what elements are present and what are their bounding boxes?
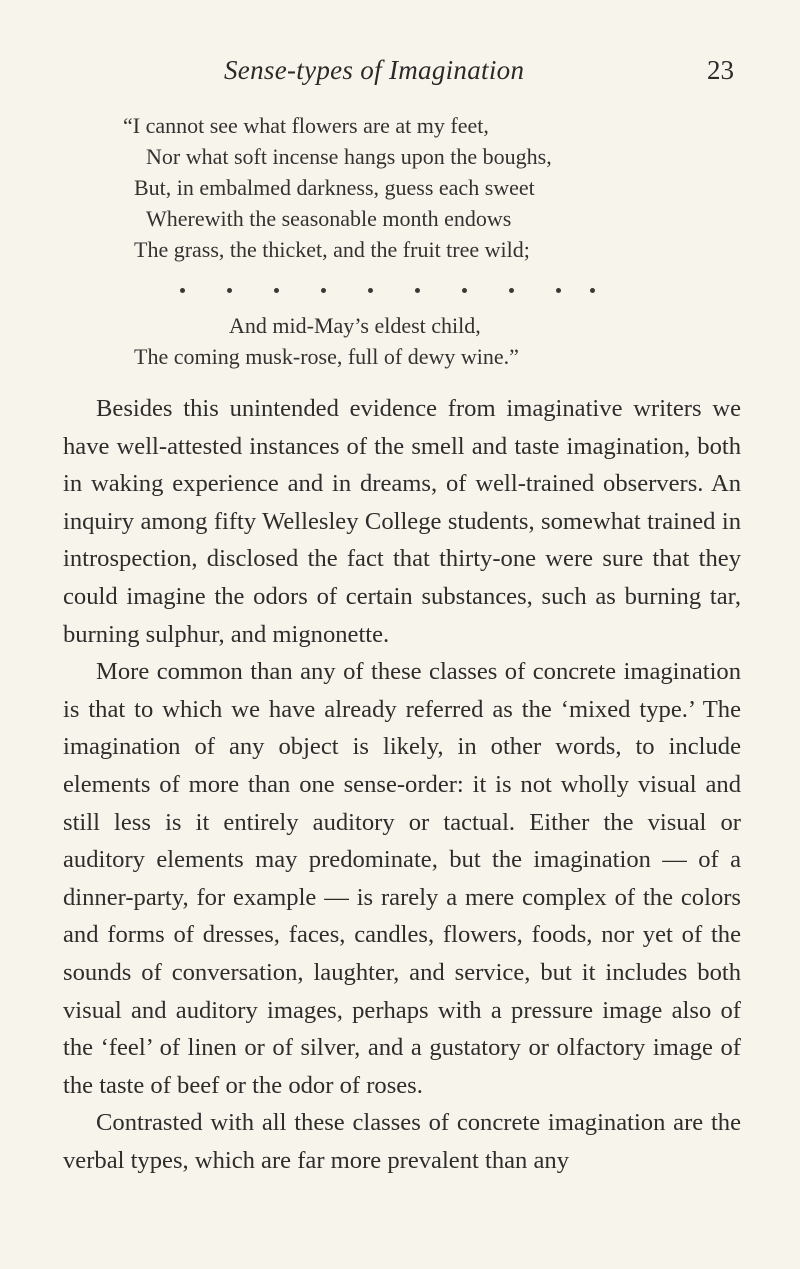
ellipsis-dot bbox=[415, 288, 420, 293]
ellipsis-dot bbox=[321, 288, 326, 293]
ellipsis-dot bbox=[368, 288, 373, 293]
paragraph: Besides this unintended evidence from imaginative writers we have well-attested instances of the smell and taste imagination, both in waking experience and in dreams, of well-trained observers. An inquiry among fifty Wellesley College students, somewhat trained in introspection, disclosed the fact that thirty-one were sure that they could imagine the odors of certain substances, such as burning tar, burning sulphur, and mignonette. bbox=[63, 395, 741, 648]
running-title: Sense-types of Imagination bbox=[224, 55, 525, 85]
poem-line: Wherewith the seasonable month endows bbox=[146, 206, 512, 231]
page-number: 23 bbox=[707, 55, 734, 85]
poem-line: But, in embalmed darkness, guess each sweet bbox=[134, 175, 535, 200]
poem-line: And mid-May’s eldest child, bbox=[229, 313, 481, 338]
ellipsis-dot bbox=[462, 288, 467, 293]
ellipsis-dot bbox=[509, 288, 514, 293]
poem-line: The coming musk-rose, full of dewy wine.” bbox=[134, 344, 519, 369]
poem-line: Nor what soft incense hangs upon the boughs, bbox=[146, 144, 552, 169]
body-text bbox=[63, 390, 741, 1179]
ellipsis-dot bbox=[274, 288, 279, 293]
poem-ellipsis bbox=[180, 288, 600, 300]
paragraph: More common than any of these classes of concrete imagination is that to which we have already referred as the ‘mixed type.’ The imagination of any object is likely, in other words, to include elements of more than one sense-order: it is not wholly visual and still less is it entirely auditory or tactual. Either the visual or auditory elements may predominate, but the imagination — of a dinner-party, for example — is rarely a mere complex of the colors and forms of dresses, faces, candles, flowers, foods, nor yet of the sounds of conversation, laughter, and service, but it includes both visual and auditory images, perhaps with a pressure image also of the ‘feel’ of linen or of silver, and a gustatory or olfactory image of the taste of beef or the odor of roses. bbox=[63, 658, 741, 1099]
poem-line: The grass, the thicket, and the fruit tree wild; bbox=[134, 237, 530, 262]
ellipsis-dot bbox=[556, 288, 561, 293]
poem-line: “I cannot see what flowers are at my feet, bbox=[123, 113, 489, 138]
ellipsis-dot bbox=[590, 288, 595, 293]
paragraph: Contrasted with all these classes of concrete imagination are the verbal types, which are far more prevalent than any bbox=[63, 1109, 741, 1174]
running-head bbox=[0, 55, 800, 95]
ellipsis-dot bbox=[180, 288, 185, 293]
ellipsis-dot bbox=[227, 288, 232, 293]
